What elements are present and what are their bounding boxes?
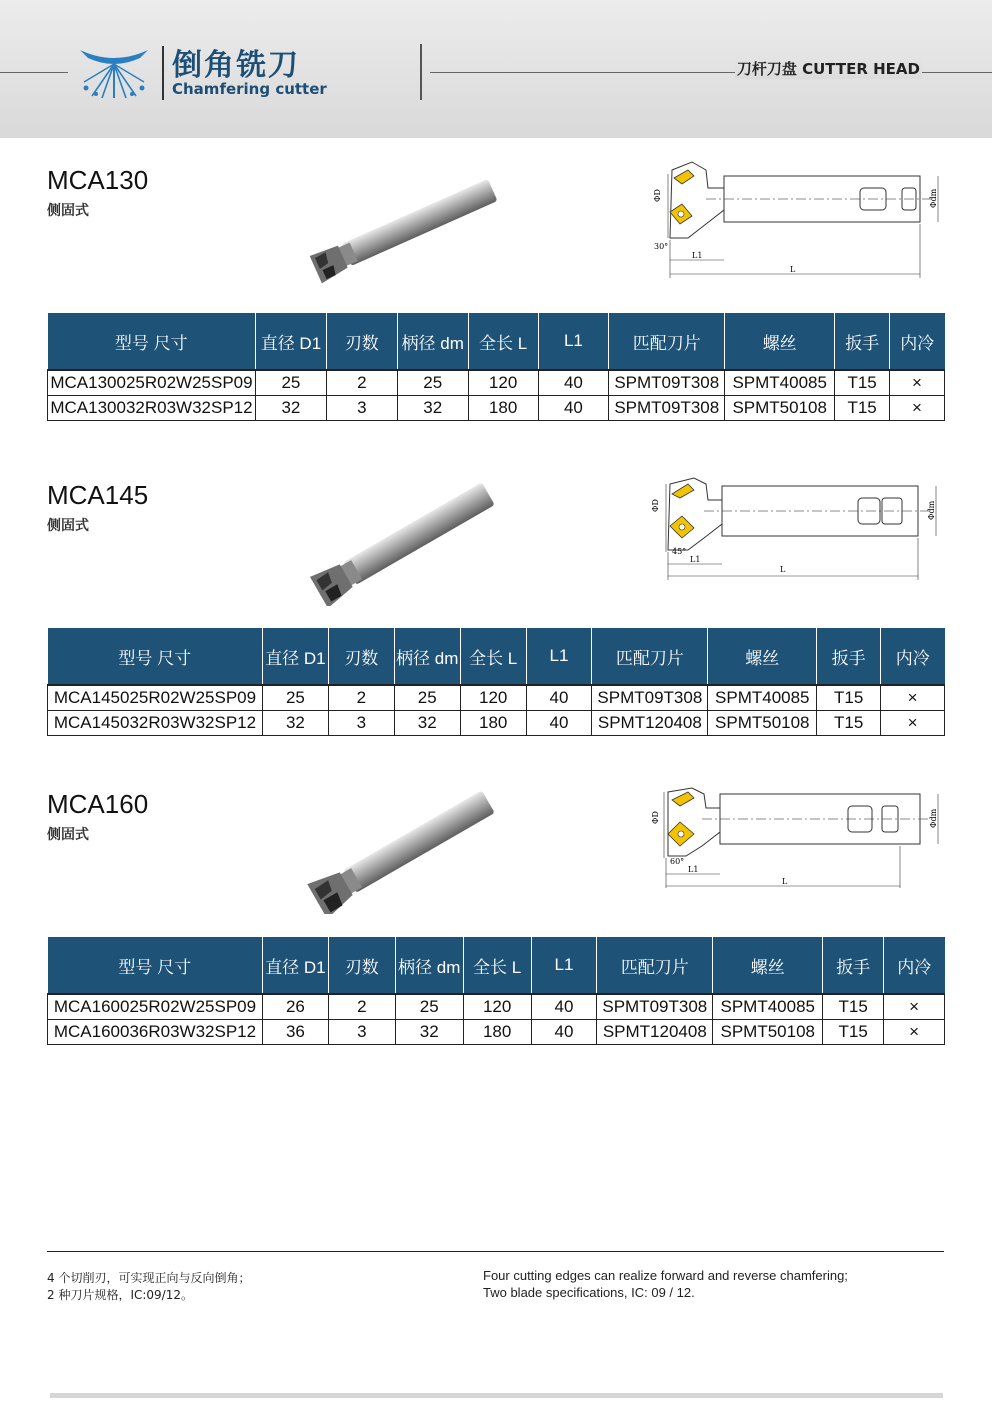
cell-length: 120 [463,994,531,1020]
col-header-flutes: 刃数 [328,937,395,994]
col-header-coolant: 内冷 [881,628,945,685]
cell-l1: 40 [538,370,609,396]
tool-photo [298,482,508,606]
cell-flutes: 2 [328,685,394,711]
cell-insert: SPMT09T308 [609,396,725,421]
table-row [48,685,945,711]
cell-length: 180 [463,1020,531,1045]
table-row [48,370,945,396]
technical-drawing [648,472,944,582]
col-header-wrench: 扳手 [817,628,881,685]
footer-divider [47,1251,944,1252]
drawing-dia-label: ΦD [651,811,660,824]
cell-shank: 25 [397,370,468,396]
cell-screw: SPMT50108 [708,711,817,736]
cell-coolant: × [890,396,945,421]
cell-model: MCA145025R02W25SP09 [48,685,263,711]
drawing-l1-label: L1 [688,865,699,874]
col-header-model: 型号 尺寸 [48,313,256,370]
col-header-model: 型号 尺寸 [48,628,263,685]
model-subtitle: 侧固式 [47,203,89,219]
model-title: MCA160 [47,789,149,819]
drawing-angle-label: 30° [654,242,669,251]
col-header-screw: 螺丝 [708,628,817,685]
cell-flutes: 3 [328,1020,395,1045]
cell-l1: 40 [531,1020,597,1045]
cell-insert: SPMT120408 [597,1020,713,1045]
cell-wrench: T15 [823,994,884,1020]
col-header-flutes: 刃数 [326,313,397,370]
cell-model: MCA160025R02W25SP09 [48,994,263,1020]
cell-l1: 40 [526,685,592,711]
footer-note-en: Two blade specifications, IC: 09 / 12. [483,1285,695,1300]
cell-wrench: T15 [817,711,881,736]
cell-screw: SPMT50108 [713,1020,823,1045]
cell-coolant: × [884,1020,945,1045]
table-header-row [48,937,945,994]
col-header-screw: 螺丝 [725,313,835,370]
table-row [48,711,945,736]
cell-screw: SPMT40085 [725,370,835,396]
cell-coolant: × [890,370,945,396]
model-title: MCA130 [47,165,149,195]
drawing-shank-label: Φdm [929,808,938,828]
tool-photo [298,790,508,914]
drawing-angle-label: 60° [670,857,685,866]
cell-flutes: 2 [326,370,397,396]
cell-model: MCA160036R03W32SP12 [48,1020,263,1045]
col-header-screw: 螺丝 [713,937,823,994]
cell-coolant: × [881,685,945,711]
cell-diameter: 32 [262,711,328,736]
page-bottom-bar [50,1393,943,1398]
col-header-coolant: 内冷 [884,937,945,994]
drawing-angle-label: 45° [672,547,687,556]
drawing-dia-label: ΦD [653,189,662,202]
brand-logo-icon [78,44,150,100]
brand-title-en: Chamfering cutter [172,80,327,98]
drawing-dia-label: ΦD [651,499,660,512]
drawing-l-label: L [782,877,788,886]
cell-coolant: × [884,994,945,1020]
footer-note-cn: 4 个切削刃，可实现正向与反向倒角； [47,1271,251,1285]
col-header-shank: 柄径 dm [394,628,460,685]
cell-model: MCA130032R03W32SP12 [48,396,256,421]
col-header-insert: 匹配刀片 [597,937,713,994]
cell-l1: 40 [538,396,609,421]
cell-flutes: 3 [326,396,397,421]
drawing-shank-label: Φdm [929,188,938,208]
col-header-wrench: 扳手 [823,937,884,994]
technical-drawing [648,158,944,284]
col-header-l1: L1 [526,628,592,685]
drawing-l1-label: L1 [692,251,703,260]
cell-shank: 25 [394,685,460,711]
cell-flutes: 3 [328,711,394,736]
model-title: MCA145 [47,480,149,510]
logo-separator [162,46,164,100]
cell-insert: SPMT09T308 [609,370,725,396]
drawing-l-label: L [790,265,796,274]
spec-table [47,628,945,736]
technical-drawing [648,782,944,890]
cell-diameter: 36 [262,1020,328,1045]
brand-title-cn: 倒角铣刀 [172,48,300,83]
col-header-insert: 匹配刀片 [609,313,725,370]
cell-length: 180 [468,396,538,421]
col-header-shank: 柄径 dm [395,937,463,994]
category-label: 刀杆刀盘 CUTTER HEAD [736,60,920,78]
table-header-row [48,313,945,370]
cell-flutes: 2 [328,994,395,1020]
cell-insert: SPMT09T308 [597,994,713,1020]
col-header-diameter: 直径 D1 [262,628,328,685]
col-header-diameter: 直径 D1 [262,937,328,994]
col-header-model: 型号 尺寸 [48,937,263,994]
col-header-diameter: 直径 D1 [255,313,326,370]
cell-shank: 32 [394,711,460,736]
drawing-l-label: L [780,565,786,574]
cell-insert: SPMT120408 [592,711,708,736]
cell-shank: 32 [397,396,468,421]
col-header-shank: 柄径 dm [397,313,468,370]
header-rule-left [0,72,68,73]
table-row [48,1020,945,1045]
cell-screw: SPMT40085 [713,994,823,1020]
page-header [0,0,992,138]
col-header-insert: 匹配刀片 [592,628,708,685]
cell-l1: 40 [531,994,597,1020]
spec-table [47,937,945,1045]
cell-wrench: T15 [817,685,881,711]
cell-diameter: 32 [255,396,326,421]
cell-diameter: 25 [262,685,328,711]
cell-shank: 25 [395,994,463,1020]
cell-diameter: 25 [255,370,326,396]
table-header-row [48,628,945,685]
spec-table [47,313,945,421]
col-header-length: 全长 L [468,313,538,370]
cell-wrench: T15 [823,1020,884,1045]
cell-wrench: T15 [835,370,890,396]
col-header-length: 全长 L [463,937,531,994]
header-vertical-bar [420,44,422,100]
footer-note-cn: 2 种刀片规格，IC:09/12。 [47,1288,193,1302]
table-row [48,396,945,421]
col-header-wrench: 扳手 [835,313,890,370]
model-subtitle: 侧固式 [47,827,89,843]
cell-shank: 32 [395,1020,463,1045]
cell-model: MCA130025R02W25SP09 [48,370,256,396]
cell-length: 120 [460,685,526,711]
col-header-coolant: 内冷 [890,313,945,370]
cell-screw: SPMT40085 [708,685,817,711]
col-header-length: 全长 L [460,628,526,685]
cell-wrench: T15 [835,396,890,421]
cell-insert: SPMT09T308 [592,685,708,711]
footer-note-en: Four cutting edges can realize forward and reverse chamfering; [483,1268,848,1283]
drawing-shank-label: Φdm [927,500,936,520]
model-subtitle: 侧固式 [47,518,89,534]
table-row [48,994,945,1020]
cell-l1: 40 [526,711,592,736]
cell-diameter: 26 [262,994,328,1020]
cell-model: MCA145032R03W32SP12 [48,711,263,736]
col-header-l1: L1 [531,937,597,994]
tool-photo [298,172,508,290]
drawing-l1-label: L1 [690,555,701,564]
cell-length: 120 [468,370,538,396]
cell-coolant: × [881,711,945,736]
col-header-l1: L1 [538,313,609,370]
cell-length: 180 [460,711,526,736]
cell-screw: SPMT50108 [725,396,835,421]
col-header-flutes: 刃数 [328,628,394,685]
